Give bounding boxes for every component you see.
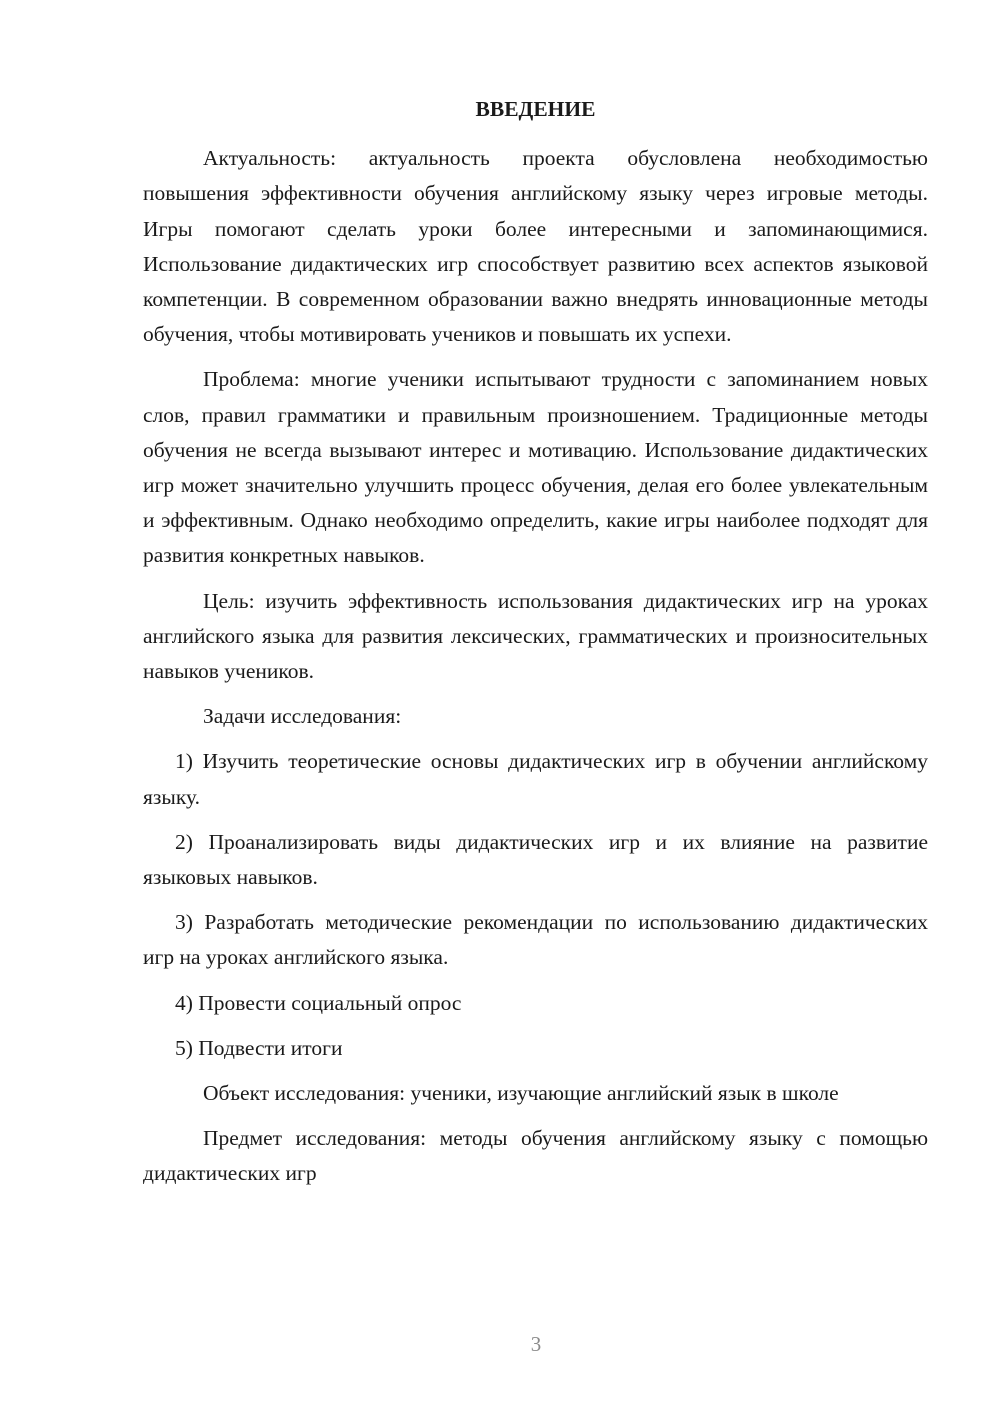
paragraph-relevance: Актуальность: актуальность проекта обусловлена необходимостью повышения эффективности обучения английскому языку через игровые методы. Игры помогают сделать уроки более интересными и запоминающимися. Использование дидактических игр способствует развитию всех аспектов языковой компетенции. В современном образовании важно внедрять инновационные методы обучения, чтобы мотивировать учеников и повышать их успехи. xyxy=(143,146,928,347)
task-item: 2) Проанализировать виды дидактических игр и их влияние на развитие языковых навыков. xyxy=(143,829,928,890)
task-item: 4) Провести социальный опрос xyxy=(175,990,462,1015)
paragraph-goal: Цель: изучить эффективность использования дидактических игр на уроках английского языка для развития лексических, грамматических и произносительных навыков учеников. xyxy=(143,588,928,684)
paragraph-tasks-heading: Задачи исследования: xyxy=(203,704,402,729)
page-number: 3 xyxy=(530,1332,542,1356)
paragraph-subject: Предмет исследования: методы обучения английскому языку с помощью дидактических игр xyxy=(143,1126,928,1186)
task-item: 1) Изучить теоретические основы дидактических игр в обучении английскому языку. xyxy=(143,749,928,809)
task-item: 5) Подвести итоги xyxy=(175,1035,343,1060)
document-page xyxy=(143,92,928,1202)
page-title: ВВЕДЕНИЕ xyxy=(475,97,596,121)
paragraph-object: Объект исследования: ученики, изучающие английский язык в школе xyxy=(203,1081,839,1106)
paragraph-problem: Проблема: многие ученики испытывают трудности с запоминанием новых слов, правил грамматики и правильным произношением. Традиционные методы обучения не всегда вызывают интерес и мотивацию. Использование дидактических игр может значительно улучшить процесс обучения, делая его более увлекательным и эффективным. Однако необходимо определить, какие игры наиболее подходят для развития конкретных навыков. xyxy=(143,367,928,568)
task-item: 3) Разработать методические рекомендации по использованию дидактических игр на уроках английского языка. xyxy=(143,910,928,970)
